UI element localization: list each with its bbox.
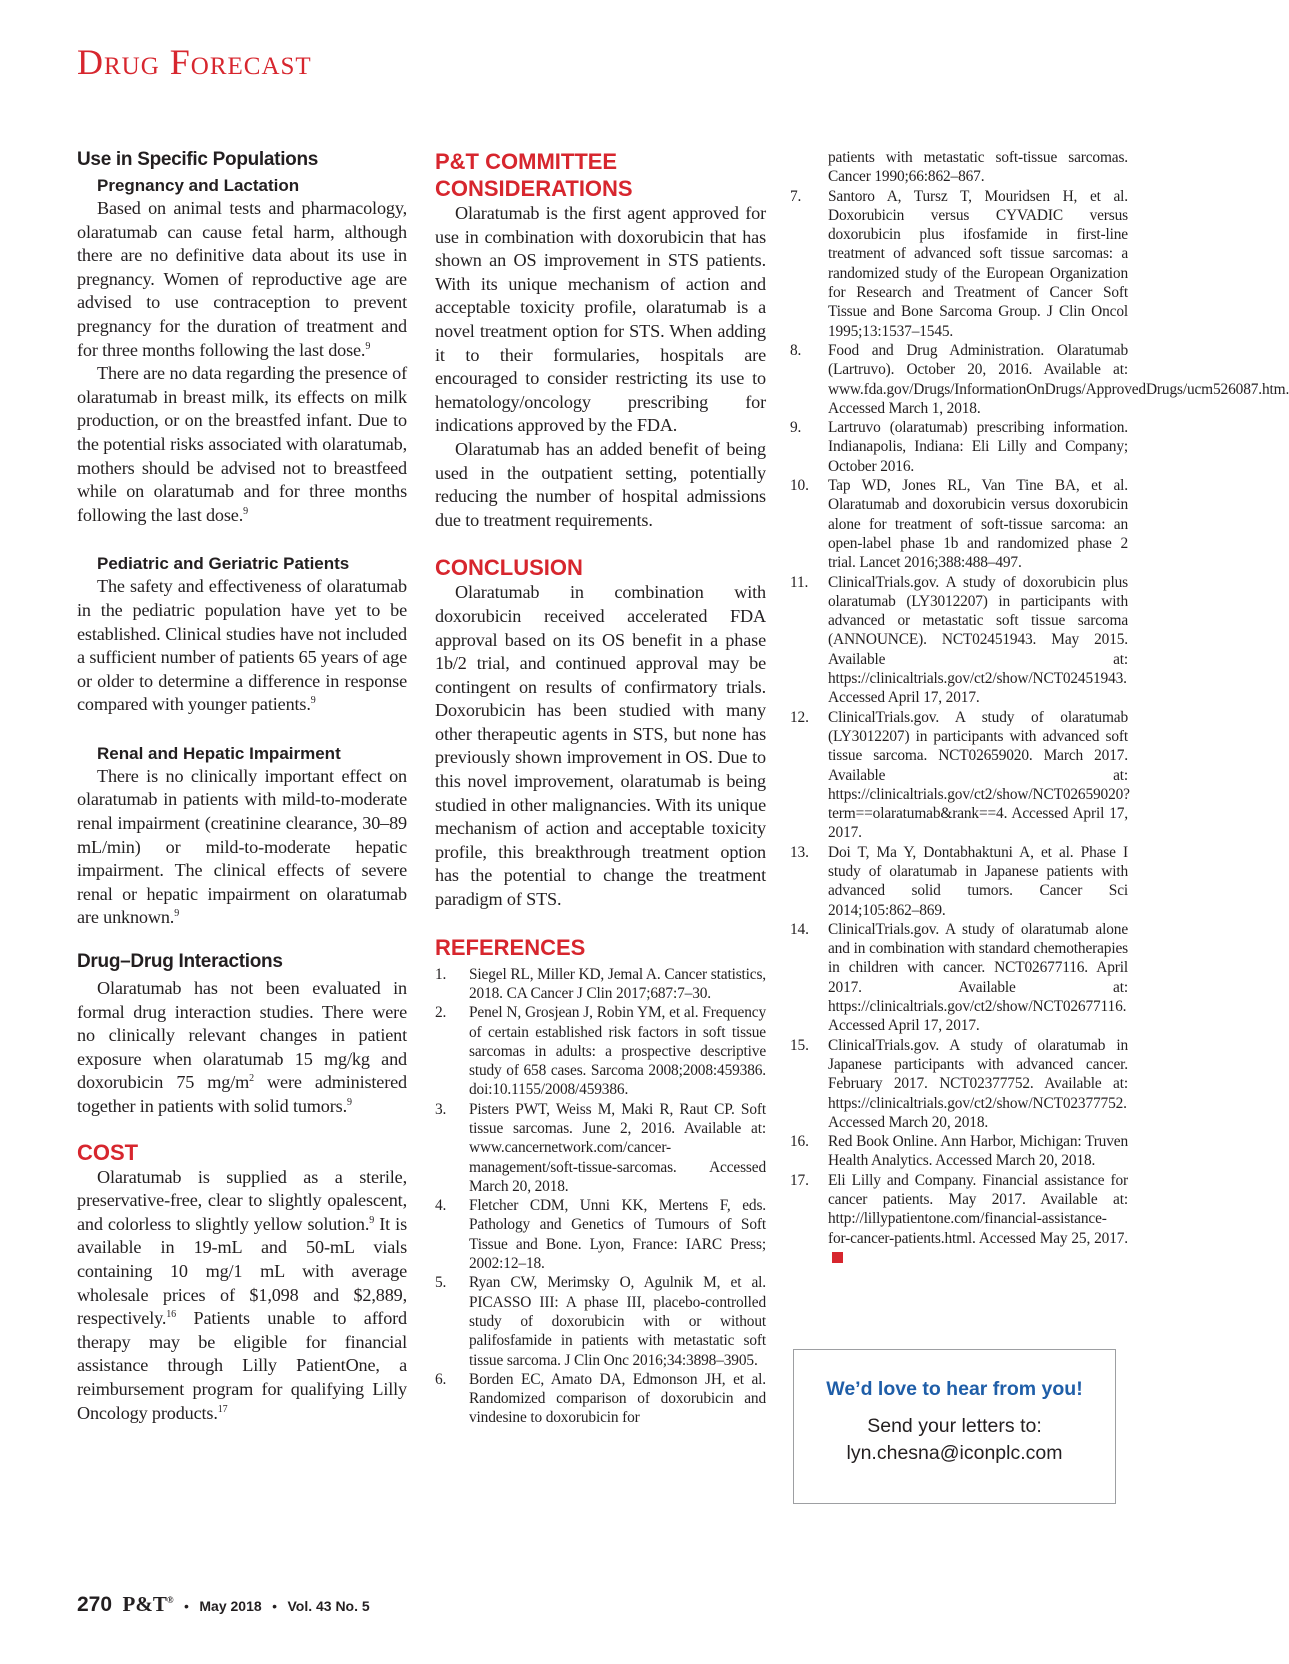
references-list-part2 [790,148,1289,1267]
column-right [790,148,1289,1267]
paragraph-pregnancy-2: There are no data regarding the presence of olaratumab in breast milk, its effects on milk production, or on the breastfed infant. Due to the potential risks associated with olaratumab, mothers should be advised not to breastfeed while on olaratumab and for three months following the last dose.$^9$ [77,363,407,525]
reference-item: 1. Siegel RL, Miller KD, Jemal A. Cancer statistics, 2018. CA Cancer J Clin 2017;687:7–30. [435,965,766,1002]
reference-item: 12. ClinicalTrials.gov. A study of olaratumab (LY3012207) in participants with advanced soft tissue sarcoma. NCT02659020. March 2017. Available at: https://clinicaltrials.gov/ct2/show/NCT02659020?term==olaratumab&rank==4. Accessed April 17, 2017. [790,708,1130,842]
citation: 9 [174,908,180,920]
letters-title: We’d love to hear from you! [826,1378,1083,1400]
subheading-pregnancy: Pregnancy and Lactation [97,176,300,195]
reference-item: 5. Ryan CW, Merimsky O, Agulnik M, et al. PICASSO III: A phase III, placebo-controlled study of doxorubicin with or without palifosfamide in patients with metastatic soft tissue sarcoma. J Clin Onc 2016;34:3898–3905. [435,1274,766,1369]
subheading-pediatric: Pediatric and Geriatric Patients [97,554,350,574]
journal-name: P&T® [122,1592,174,1616]
references-list-part1 [435,965,766,1428]
reference-item: 2. Penel N, Grosjean J, Robin YM, et al. Frequency of certain established risk factors in soft tissue sarcomas in adults: a prospective descriptive study of 658 cases. Sarcoma 2008;2008:459386. doi:10.1155/2008/459386. [435,1004,766,1099]
reference-item: 13. Doi T, Ma Y, Dontabhaktuni A, et al. Phase I study of olaratumab in Japanese patients with advanced solid tumors. Cancer Sci 2014;105:862–869. [790,843,1128,919]
citation: 9 [346,1096,352,1108]
paragraph-cost: Olaratumab is supplied as a sterile, preservative-free, clear to slightly opalescent, and colorless to slightly yellow solution.$^9$ It is available in 19-mL and 50-mL vials containing 10 mg/1 mL with average wholesale prices of $1,098 and $2,889, respectively.$^{16}$ Patients unable to afford therapy may be eligible for financial assistance through Lilly PatientOne, a reimbursement program for qualifying Lilly Oncology products.$^{17}$ [77,1166,407,1423]
reference-item-continued: patients with metastatic soft-tissue sarcomas. Cancer 1990;66:862–867. [828,149,1128,186]
paragraph-pediatric: The safety and effectiveness of olaratumab in the pediatric population have yet to be established. Clinical studies have not included a sufficient number of patients 65 years of age or older to determine a difference in response compared with younger patients.$^9$ [77,576,407,715]
issue-volume: Vol. 43 No. 5 [287,1598,370,1614]
letters-callout-box [793,1349,1116,1504]
paragraph-pregnancy-1: Based on animal tests and pharmacology, olaratumab can cause fetal harm, although there are no definitive data about its use in pregnancy. Women of reproductive age are advised to use contraception to prevent pregnancy for the duration of treatment and for three months following the last dose.$^9$ [77,198,407,360]
section-heading-pt-committee: P&T COMMITTEE CONSIDERATIONS [435,149,633,201]
reference-item: 17. Eli Lilly and Company. Financial assistance for cancer patients. May 2017. Available at: http://lillypatientone.com/financial-assistance-for-cancer-patients.html. Accessed May 25, 2017. [793,1171,1128,1267]
reference-item: 4. Fletcher CDM, Unni KK, Mertens F, eds. Pathology and Genetics of Tumours of Soft Tissue and Bone. Lyon, France: IARC Press; 2002:12–18. [435,1197,766,1273]
section-heading-conclusion: CONCLUSION [435,555,583,581]
section-heading-cost: COST [77,1139,139,1165]
reference-item: 11. ClinicalTrials.gov. A study of doxorubicin plus olaratumab (LY3012207) in participants with advanced or metastatic soft tissue sarcoma (ANNOUNCE). NCT02451943. May 2015. Available at: https://clinicaltrials.gov/ct2/show/NCT02451943. Accessed April 17, 2017. [790,573,1128,707]
reference-item: 3. Pisters PWT, Weiss M, Maki R, Raut CP. Soft tissue sarcomas. June 2, 2016. Available at: www.cancernetwork.com/cancer-management/soft-tissue-sarcomas. Accessed March 20, 2018. [435,1100,766,1195]
reference-item: 8. Food and Drug Administration. Olaratumab (Lartruvo). October 20, 2016. Available at: www.fda.gov/Drugs/InformationOnDrugs/ApprovedDrugs/ucm526087.htm. Accessed March 1, 2018. [790,341,1289,417]
page-number: 270 [77,1593,113,1616]
paragraph-conclusion: Olaratumab in combination with doxorubicin received accelerated FDA approval based on its OS benefit in a phase 1b/2 trial, and continued approval may be contingent on results of confirmatory trials. Doxorubicin has been studied with many other therapeutic agents in STS, but none has previously shown improvement in OS. Due to this novel improvement, olaratumab is being studied in other malignancies. With its unique mechanism of action and acceptable toxicity profile, this breakthrough treatment option has the potential to change the treatment paradigm of STS. [435,582,766,910]
separator-dot: • [272,1598,278,1614]
citation: 9 [365,340,371,352]
section-heading-specific-populations: Use in Specific Populations [77,149,319,170]
reference-item: 14. ClinicalTrials.gov. A study of olaratumab alone and in combination with standard chemotherapies in children with cancer. NCT02677116. April 2017. Available at: https://clinicaltrials.gov/ct2/show/NCT02677116. Accessed April 17, 2017. [790,920,1128,1035]
paragraph-renal-hepatic: There is no clinically important effect on olaratumab in patients with mild-to-moderate renal impairment (creatinine clearance, 30–89 mL/min) or mild-to-moderate hepatic impairment. The clinical effects of severe renal or hepatic impairment on olaratumab are unknown.$^9$ [77,765,407,928]
reference-item: 6. Borden EC, Amato DA, Edmonson JH, et al. Randomized comparison of doxorubicin and vindesine to doxorubicin for [435,1370,766,1427]
page-footer [77,1592,370,1617]
citation: 9 [243,505,248,517]
letters-instruction: Send your letters to: [867,1415,1042,1437]
paragraph-drug-interactions: Olaratumab has not been evaluated in formal drug interaction studies. There were no clinically relevant changes in patient exposure when olaratumab 15 mg/kg and doxorubicin 75 $mg/m^2$ were administered together in patients with solid tumors.$^9$ [77,978,408,1116]
reference-item: 7. Santoro A, Tursz T, Mouridsen H, et al. Doxorubicin versus CYVADIC versus doxorubicin plus ifosfamide in first-line treatment of advanced soft tissue sarcomas: a randomized study of the European Organization for Research and Treatment of Cancer Soft Tissue and Bone Sarcoma Group. J Clin Oncol 1995;13:1537–1545. [790,187,1128,340]
issue-date: May 2018 [199,1598,262,1614]
section-heading-drug-interactions: Drug–Drug Interactions [77,951,283,973]
page-header-title: Drug Forecast [77,42,312,82]
citation: 9 [310,695,316,707]
paragraph-pt-1: Olaratumab is the first agent approved for use in combination with doxorubicin that has shown an OS improvement in STS patients. With its unique mechanism of action and acceptable toxicity profile, olaratumab is a novel treatment option for STS. When adding it to their formularies, hospitals are encouraged to consider restricting its use to hematology/oncology prescribing for indications approved by the FDA. [435,203,766,436]
section-heading-references: REFERENCES [435,934,586,960]
reference-item: 15. ClinicalTrials.gov. A study of olaratumab in Japanese participants with advanced cancer. February 2017. NCT02377752. Available at: https://clinicaltrials.gov/ct2/show/NCT02377752. Accessed March 20, 2018. [790,1036,1128,1131]
letters-email-link[interactable]: lyn.chesna@iconplc.com [846,1442,1063,1464]
subheading-renal-hepatic: Renal and Hepatic Impairment [97,743,341,763]
column-left [77,148,407,1425]
column-middle [435,148,766,1428]
separator-dot: • [184,1598,189,1614]
reference-item: 9. Lartruvo (olaratumab) prescribing information. Indianapolis, Indiana: Eli Lilly and Company; October 2016. [790,419,1128,475]
paragraph-pt-2: Olaratumab has an added benefit of being used in the outpatient setting, potentially reducing the number of hospital admissions due to treatment requirements. [435,438,766,530]
end-of-article-square-icon [832,1252,843,1263]
reference-item: 16. Red Book Online. Ann Harbor, Michigan: Truven Health Analytics. Accessed March 20, 2018. [790,1133,1128,1170]
reference-item: 10. Tap WD, Jones RL, Van Tine BA, et al. Olaratumab and doxorubicin versus doxorubicin alone for treatment of soft-tissue sarcoma: an open-label phase 1b and randomized phase 2 trial. Lancet 2016;388:488–497. [790,477,1128,572]
